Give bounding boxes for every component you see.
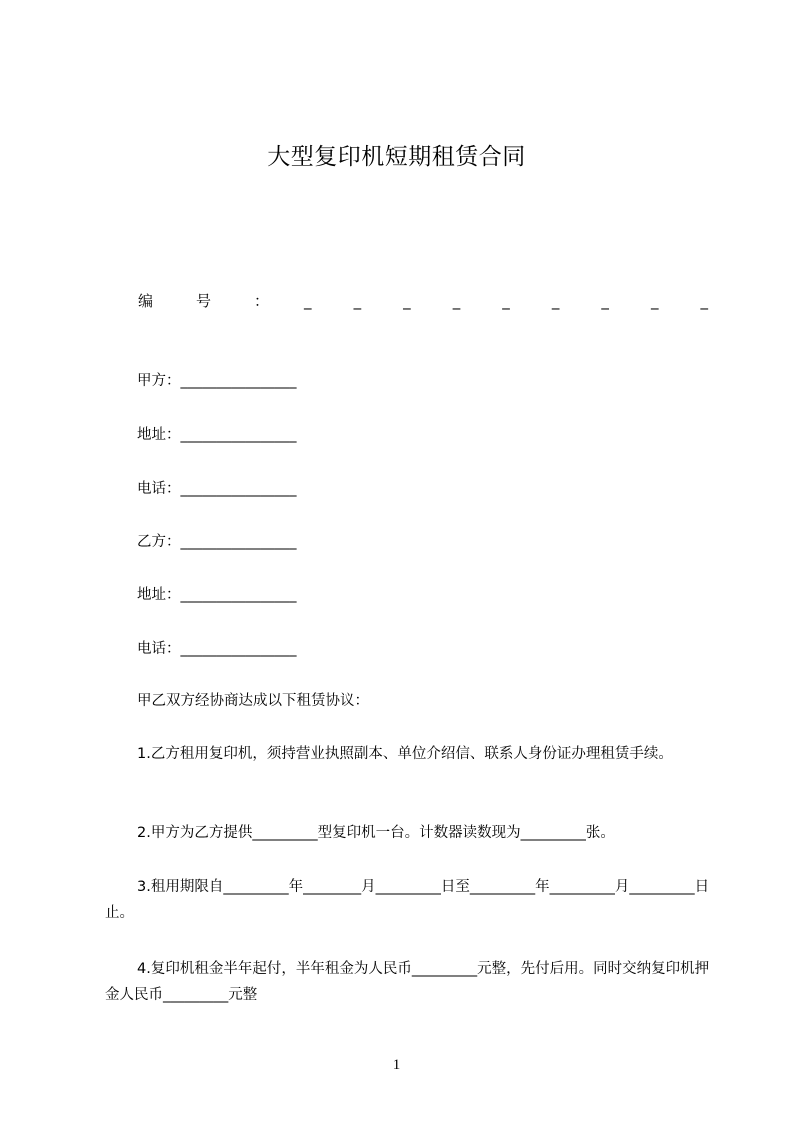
clause-text: 复印机租金半年起付，半年租金为人民币: [150, 961, 412, 977]
fill-blank: _________: [469, 879, 536, 895]
clause-text: 元整，先付后用。同时交纳复印机押金人民币: [105, 961, 710, 1003]
fill-blank: ________________: [180, 481, 297, 497]
clause-number: 1.: [137, 746, 151, 762]
page-number: 1: [392, 1057, 401, 1073]
fill-blank: _________: [520, 825, 586, 841]
field-label: 乙方：: [137, 534, 181, 550]
clause-number: 4.: [137, 961, 151, 977]
fill-blank: ________________: [180, 641, 297, 657]
serial-dash: _: [551, 292, 560, 310]
serial-dash: _: [650, 292, 659, 310]
clause-2: [105, 820, 713, 846]
clause-text: 年: [535, 879, 550, 895]
serial-number-row: [138, 290, 708, 314]
field-label: 甲方：: [137, 373, 181, 389]
clause-text: 乙方租用复印机，须持营业执照副本、单位介绍信、联系人身份证办理租赁手续。: [150, 746, 673, 762]
clause-text: 月: [361, 879, 376, 895]
serial-dash: _: [403, 292, 411, 310]
clause-text: 甲方为乙方提供: [150, 825, 253, 841]
fill-blank: ____: [332, 879, 362, 895]
fill-blank: _________: [375, 879, 441, 895]
serial-label-char: 编: [138, 292, 154, 310]
clause-3: [105, 874, 713, 926]
fill-blank: ________________: [180, 427, 297, 443]
document-title: 大型复印机短期租赁合同: [267, 144, 526, 170]
fill-blank: _________: [549, 879, 615, 895]
party-a-phone-field: [137, 478, 297, 500]
serial-label: [138, 290, 269, 312]
clause-4: [105, 956, 713, 1008]
clause-number: 2.: [137, 825, 151, 841]
fill-blank: _________: [252, 825, 318, 841]
party-a-address-field: [137, 424, 297, 446]
fill-blank: _________: [163, 987, 229, 1003]
serial-dash: _: [304, 292, 312, 310]
fill-blank: _________: [223, 879, 289, 895]
party-b-address-field: [137, 584, 297, 606]
serial-label-char: ：: [253, 292, 269, 310]
fill-blank: _________: [629, 879, 695, 895]
clause-text: 张。: [585, 825, 615, 841]
fill-blank: ________________: [180, 587, 297, 603]
party-b-field: [137, 531, 297, 553]
serial-dash: _: [452, 292, 461, 310]
field-label: 地址：: [137, 427, 181, 443]
fill-blank: _________: [411, 961, 478, 977]
agreement-intro: 甲乙双方经协商达成以下租赁协议：: [137, 693, 369, 709]
party-b-phone-field: [137, 638, 297, 660]
clause-text: 元整: [228, 987, 258, 1003]
clause-text: 型复印机一台。计数器读数现为: [317, 825, 521, 841]
field-label: 电话：: [137, 641, 181, 657]
serial-dash: _: [601, 292, 609, 310]
serial-blank: [304, 290, 708, 312]
field-label: 地址：: [137, 587, 181, 603]
clause-text: 年: [288, 879, 304, 895]
party-a-field: [137, 370, 297, 392]
serial-label-char: 号: [195, 292, 211, 310]
serial-dash: _: [700, 292, 708, 310]
serial-dash: _: [353, 292, 362, 310]
fill-blank: ________________: [180, 373, 297, 389]
field-label: 电话：: [137, 481, 181, 497]
clause-1: [105, 741, 713, 767]
clause-text: 日至: [440, 879, 470, 895]
clause-number: 3.: [137, 879, 151, 895]
fill-blank: ________________: [180, 534, 297, 550]
serial-dash: _: [502, 292, 510, 310]
fill-blank: ____: [303, 879, 333, 895]
clause-text: 租用期限自: [150, 879, 224, 895]
clause-text: 月: [614, 879, 630, 895]
clause-text: 日止。: [105, 879, 710, 921]
